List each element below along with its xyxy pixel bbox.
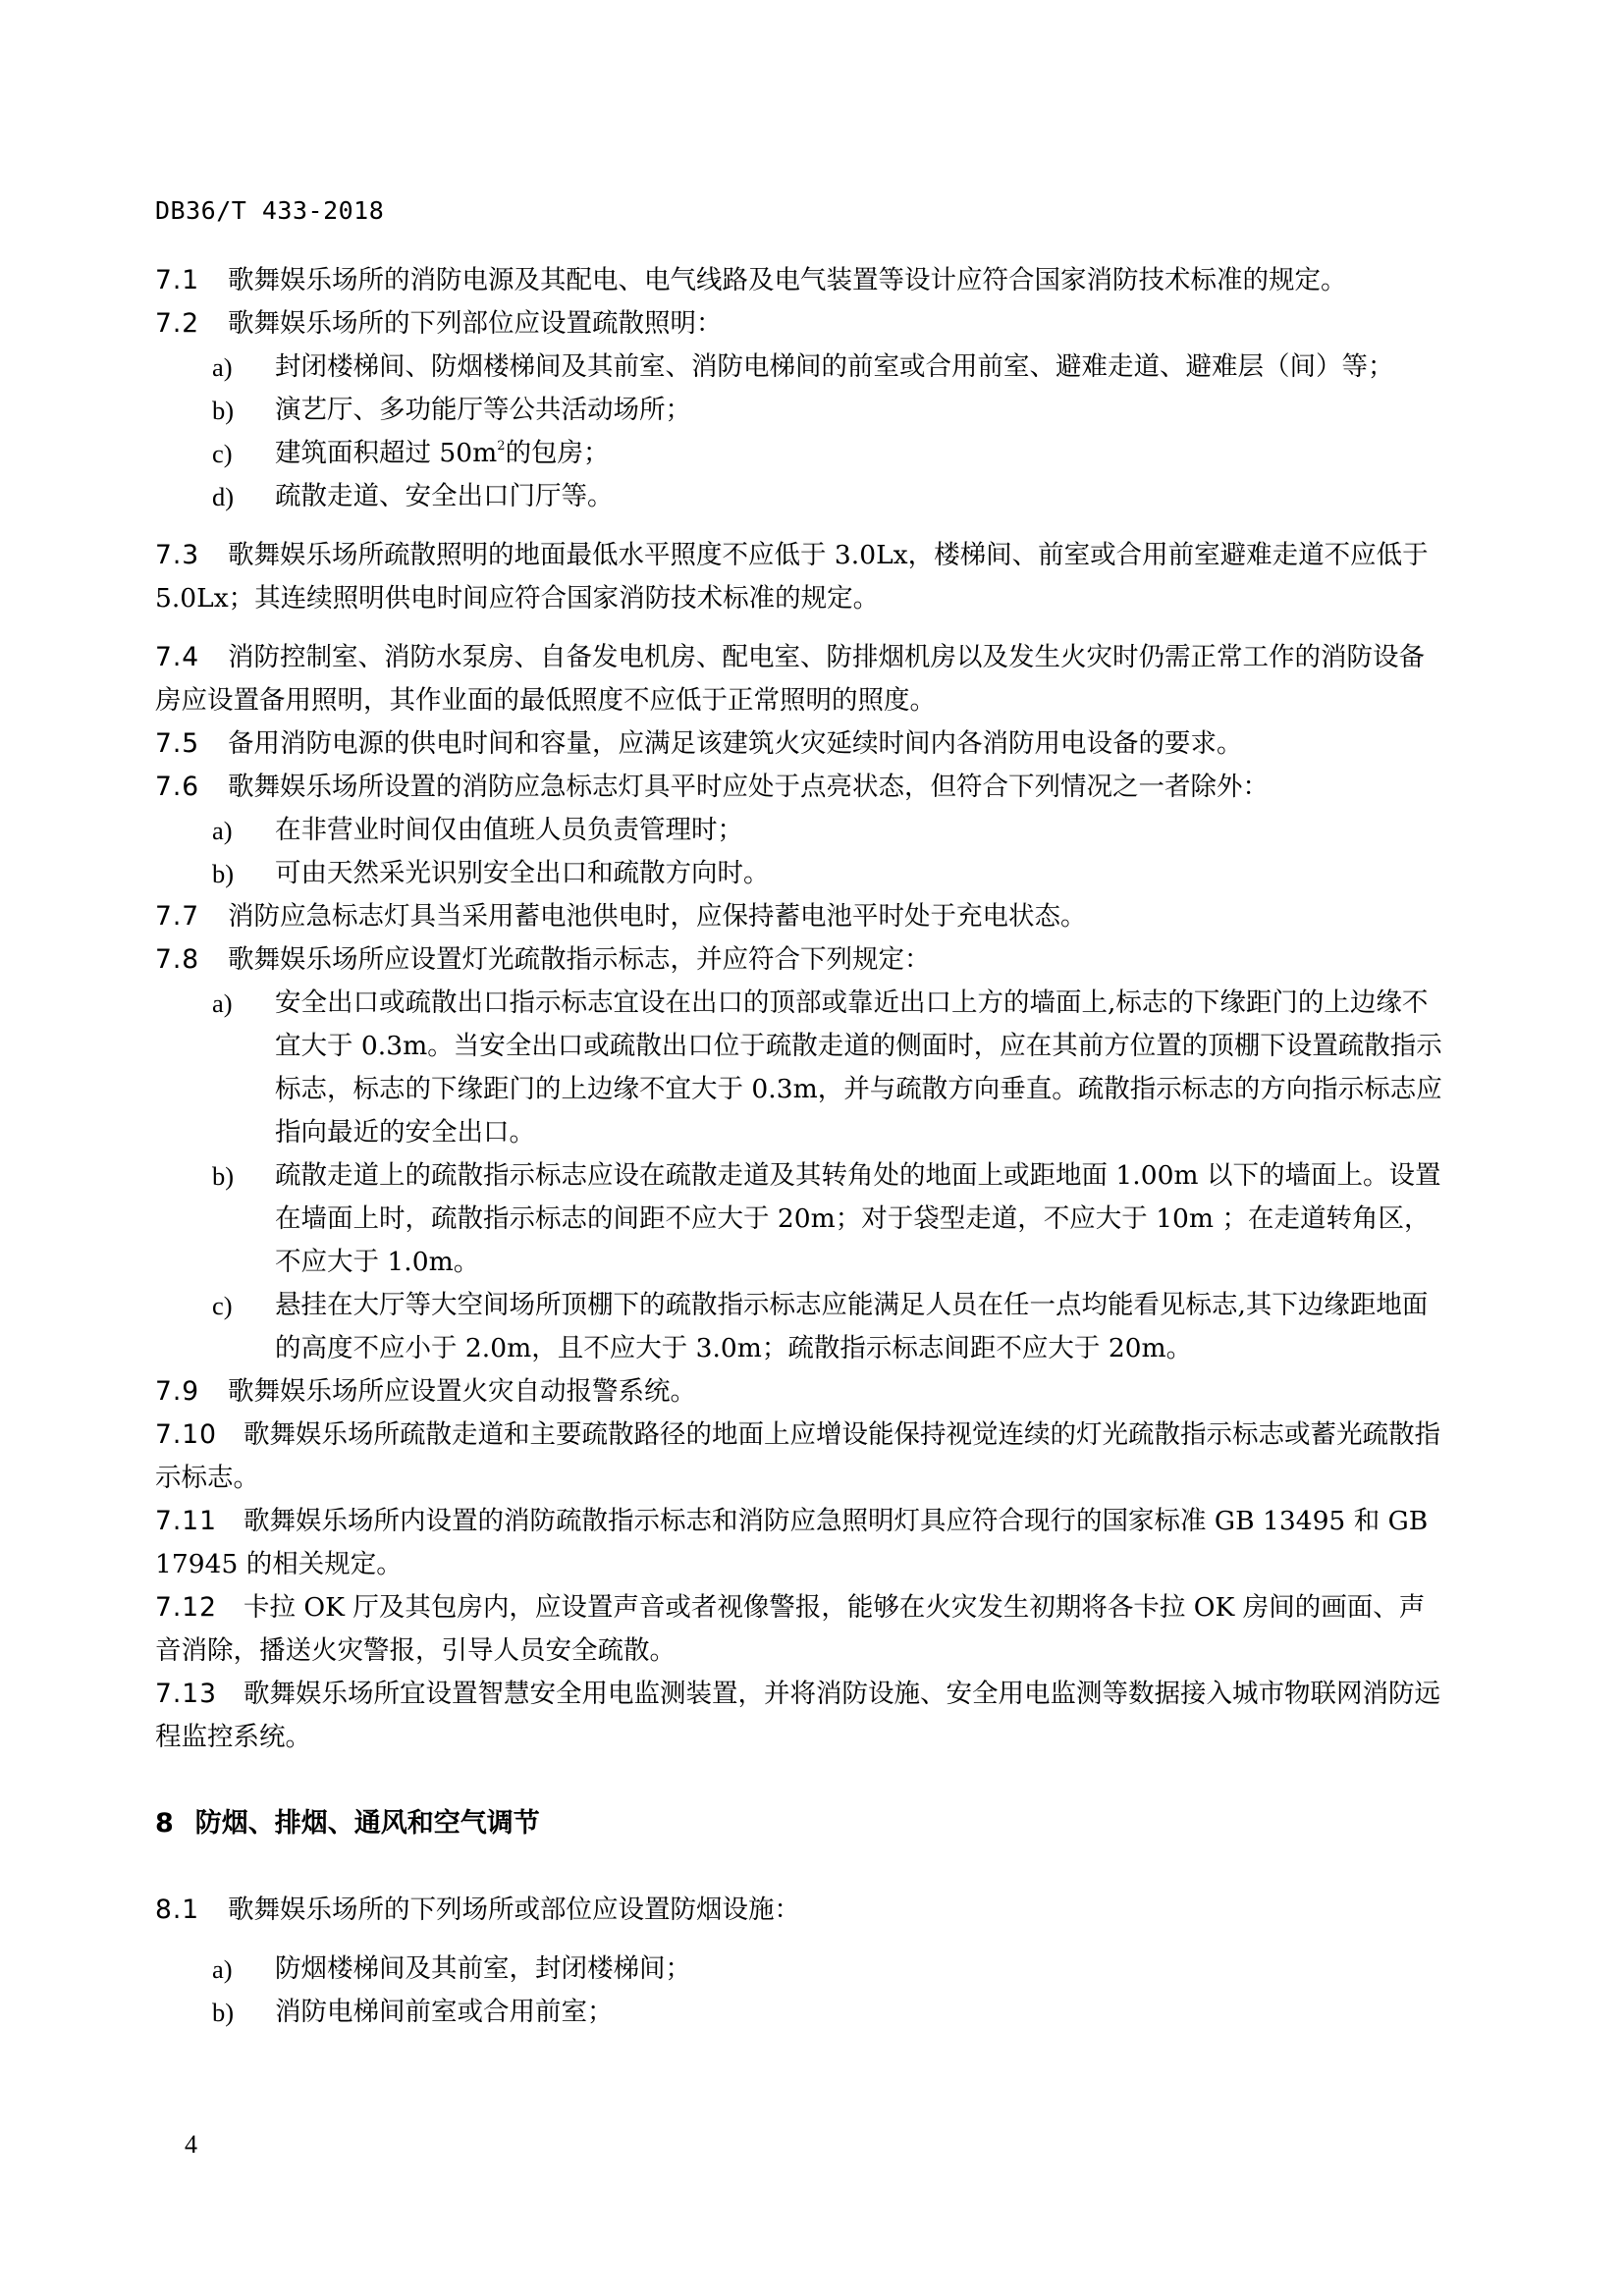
clause-7-2 bbox=[155, 302, 1449, 346]
list-item-text: 悬挂在大厅等大空间场所顶棚下的疏散指示标志应能满足人员在任一点均能看见标志,其下边缘距地面的高度不应小于 2.0m，且不应大于 3.0m；疏散指示标志间距不应大于 20m。 bbox=[275, 1290, 1429, 1363]
clause-text: 备用消防电源的供电时间和容量，应满足该建筑火灾延续时间内各消防用电设备的要求。 bbox=[228, 728, 1243, 759]
clause-number: 8.1 bbox=[155, 1895, 200, 1925]
clause-7-6 bbox=[155, 766, 1449, 809]
clause-number: 7.9 bbox=[155, 1376, 200, 1407]
list-item-text: 建筑面积超过 50m bbox=[275, 438, 498, 468]
clause-text: 歌舞娱乐场所宜设置智慧安全用电监测装置，并将消防设施、安全用电监测等数据接入城市物联网消防远程监控系统。 bbox=[155, 1679, 1440, 1752]
clause-7-9 bbox=[155, 1370, 1449, 1414]
clause-number: 7.10 bbox=[155, 1419, 218, 1450]
list-item-text: 消防电梯间前室或合用前室； bbox=[275, 1997, 614, 2027]
list-item bbox=[155, 432, 1449, 475]
list-item-label: a) bbox=[212, 352, 233, 382]
clause-text: 消防应急标志灯具当采用蓄电池供电时，应保持蓄电池平时处于充电状态。 bbox=[228, 901, 1087, 932]
document-id-header: DB36/T 433-2018 bbox=[155, 196, 385, 225]
clause-number: 7.5 bbox=[155, 728, 200, 759]
list-item bbox=[155, 1154, 1449, 1284]
clause-7-11 bbox=[155, 1500, 1449, 1586]
clause-7-3 bbox=[155, 534, 1449, 620]
section-title: 防烟、排烟、通风和空气调节 bbox=[194, 1808, 540, 1839]
superscript: 2 bbox=[497, 439, 506, 454]
clause-7-1 bbox=[155, 259, 1449, 302]
clause-text: 歌舞娱乐场所内设置的消防疏散指示标志和消防应急照明灯具应符合现行的国家标准 GB 13495 和 GB 17945 的相关规定。 bbox=[155, 1506, 1429, 1579]
list-item bbox=[155, 852, 1449, 895]
clause-7-7 bbox=[155, 895, 1449, 938]
list-item bbox=[155, 1284, 1449, 1370]
clause-number: 7.12 bbox=[155, 1592, 218, 1623]
list-item-text: 可由天然采光识别安全出口和疏散方向时。 bbox=[275, 858, 770, 888]
list-item-text: 在非营业时间仅由值班人员负责管理时； bbox=[275, 815, 743, 845]
list-item-label: d) bbox=[212, 482, 235, 511]
clause-text: 歌舞娱乐场所的消防电源及其配电、电气线路及电气装置等设计应符合国家消防技术标准的规定。 bbox=[228, 265, 1347, 295]
document-body bbox=[155, 259, 1449, 2034]
clause-number: 7.7 bbox=[155, 901, 200, 932]
clause-number: 7.13 bbox=[155, 1679, 218, 1709]
list-item bbox=[155, 1991, 1449, 2034]
clause-number: 7.2 bbox=[155, 308, 200, 339]
clause-text: 歌舞娱乐场所疏散走道和主要疏散路径的地面上应增设能保持视觉连续的灯光疏散指示标志或蓄光疏散指示标志。 bbox=[155, 1419, 1440, 1493]
list-item-text-cont: 的包房； bbox=[505, 438, 610, 468]
list-item-label: b) bbox=[212, 1161, 235, 1191]
section-heading-8 bbox=[155, 1802, 1449, 1845]
clause-text: 歌舞娱乐场所设置的消防应急标志灯具平时应处于点亮状态，但符合下列情况之一者除外： bbox=[228, 772, 1269, 802]
clause-7-4 bbox=[155, 636, 1449, 722]
list-item-label: a) bbox=[212, 1954, 233, 1984]
list-item bbox=[155, 475, 1449, 518]
clause-text: 卡拉 OK 厅及其包房内，应设置声音或者视像警报，能够在火灾发生初期将各卡拉 OK 房间的画面、声音消除，播送火灾警报，引导人员安全疏散。 bbox=[155, 1592, 1426, 1666]
clause-7-12 bbox=[155, 1586, 1449, 1673]
list-item bbox=[155, 389, 1449, 432]
list-item-label: a) bbox=[212, 988, 233, 1018]
clause-text: 歌舞娱乐场所疏散照明的地面最低水平照度不应低于 3.0Lx，楼梯间、前室或合用前室避难走道不应低于 5.0Lx；其连续照明供电时间应符合国家消防技术标准的规定。 bbox=[155, 540, 1429, 614]
list-item bbox=[155, 982, 1449, 1154]
list-item-text: 疏散走道上的疏散指示标志应设在疏散走道及其转角处的地面上或距地面 1.00m 以下的墙面上。设置在墙面上时，疏散指示标志的间距不应大于 20m；对于袋型走道，不应大于 10m ；在走道转角区，不应大于 1.0m。 bbox=[275, 1160, 1441, 1277]
clause-number: 7.3 bbox=[155, 540, 200, 570]
list-item bbox=[155, 809, 1449, 852]
clause-8-1 bbox=[155, 1889, 1449, 1932]
page-number: 4 bbox=[185, 2130, 197, 2159]
list-item-label: c) bbox=[212, 439, 233, 468]
list-item-text: 安全出口或疏散出口指示标志宜设在出口的顶部或靠近出口上方的墙面上,标志的下缘距门的上边缘不宜大于 0.3m。当安全出口或疏散出口位于疏散走道的侧面时，应在其前方位置的顶棚下设置疏散指示标志，标志的下缘距门的上边缘不宜大于 0.3m，并与疏散方向垂直。疏散指示标志的方向指示标志应指向最近的安全出口。 bbox=[275, 988, 1442, 1148]
list-item-label: a) bbox=[212, 816, 233, 845]
clause-number: 7.11 bbox=[155, 1506, 218, 1536]
list-item-text: 疏散走道、安全出口门厅等。 bbox=[275, 481, 614, 511]
list-item-text: 防烟楼梯间及其前室，封闭楼梯间； bbox=[275, 1953, 691, 1984]
list-item-text: 封闭楼梯间、防烟楼梯间及其前室、消防电梯间的前室或合用前室、避难走道、避难层（间）等； bbox=[275, 351, 1394, 382]
clause-text: 消防控制室、消防水泵房、自备发电机房、配电室、防排烟机房以及发生火灾时仍需正常工作的消防设备房应设置备用照明，其作业面的最低照度不应低于正常照明的照度。 bbox=[155, 642, 1425, 716]
list-item-label: b) bbox=[212, 1998, 235, 2027]
clause-number: 7.1 bbox=[155, 265, 200, 295]
list-item-label: b) bbox=[212, 396, 235, 425]
list-item bbox=[155, 346, 1449, 389]
list-item bbox=[155, 1948, 1449, 1991]
list-item-label: b) bbox=[212, 859, 235, 888]
clause-number: 7.4 bbox=[155, 642, 200, 672]
section-number: 8 bbox=[155, 1808, 174, 1839]
clause-7-8 bbox=[155, 938, 1449, 982]
clause-text: 歌舞娱乐场所的下列场所或部位应设置防烟设施： bbox=[228, 1895, 800, 1925]
clause-7-13 bbox=[155, 1673, 1449, 1759]
list-item-label: c) bbox=[212, 1291, 233, 1320]
clause-text: 歌舞娱乐场所应设置灯光疏散指示标志，并应符合下列规定： bbox=[228, 944, 931, 975]
clause-text: 歌舞娱乐场所的下列部位应设置疏散照明： bbox=[228, 308, 723, 339]
clause-number: 7.8 bbox=[155, 944, 200, 975]
clause-7-10 bbox=[155, 1414, 1449, 1500]
list-item-text: 演艺厅、多功能厅等公共活动场所； bbox=[275, 395, 691, 425]
clause-number: 7.6 bbox=[155, 772, 200, 802]
clause-7-5 bbox=[155, 722, 1449, 766]
clause-text: 歌舞娱乐场所应设置火灾自动报警系统。 bbox=[228, 1376, 696, 1407]
